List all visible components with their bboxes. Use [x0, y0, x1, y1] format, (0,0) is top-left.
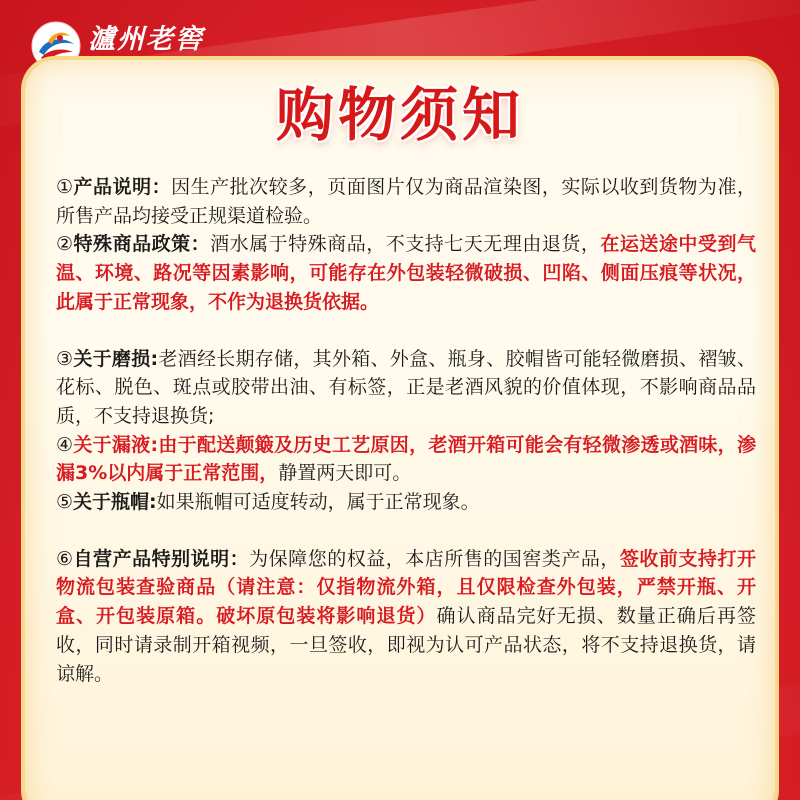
section-text: 为保障您的权益，本店所售的国窖类产品，	[249, 547, 620, 570]
section-text-continued: 确认商品完好无损、数量正确后再签收，同时请录制开箱视频，一旦签收，即视为认可产品状态，将不支持退换货，请谅解。	[56, 605, 756, 685]
section-text: 静置两天即可。	[278, 462, 412, 485]
section-6	[56, 545, 756, 689]
section-5	[56, 488, 756, 517]
section-label: 关于磨损:	[73, 347, 159, 370]
spacer	[56, 317, 756, 345]
section-3	[56, 345, 756, 431]
notice-content	[56, 173, 756, 688]
section-label: 关于漏液:	[73, 433, 159, 456]
section-text: 酒水属于特殊商品，不支持七天无理由退货，	[210, 233, 601, 256]
section-label: 自营产品特别说明：	[73, 547, 250, 570]
section-label: 关于瓶帽:	[73, 491, 157, 514]
section-highlight: 在运送途中受到气温、环境、路况等因素影响，可能存在外包装轻微破损、凹陷、侧面压痕等状况，此属于正常现象，不作为退换货依据。	[56, 233, 756, 313]
section-number: ②	[56, 233, 74, 256]
section-number: ⑤	[56, 491, 74, 514]
section-text: 如果瓶帽可适度转动，属于正常现象。	[156, 491, 480, 514]
section-highlight: 签收前支持打开物流包装查验商品（请注意：仅指物流外箱，且仅限检查外包装，严禁开瓶、开盒、开包装原箱。破坏原包装将影响退货）	[56, 547, 756, 628]
section-4	[56, 431, 756, 488]
page-title: 购物须知	[275, 81, 524, 149]
section-label: 特殊商品政策：	[73, 233, 211, 256]
section-1	[56, 173, 756, 230]
section-number: ①	[56, 176, 74, 198]
section-label: 产品说明：	[73, 176, 172, 198]
section-2	[56, 230, 756, 316]
section-number: ⑥	[56, 547, 74, 570]
section-number: ③	[56, 347, 74, 370]
section-number: ④	[56, 433, 74, 456]
section-text: 因生产批次较多，页面图片仅为商品渲染图，实际以收到货物为准，所售产品均接受正规渠道检验。	[56, 176, 756, 227]
section-text: 老酒经长期存储，其外箱、外盒、瓶身、胶帽皆可能轻微磨损、褶皱、花标、脱色、斑点或胶带出油、有标签，正是老酒风貌的价值体现，不影响商品品质，不支持退换货;	[56, 347, 756, 427]
section-highlight: 由于配送颠簸及历史工艺原因，老酒开箱可能会有轻微渗透或酒味，渗漏3%以内属于正常范围，	[56, 433, 756, 485]
spacer	[56, 517, 756, 545]
logo-chinese-text: 瀘州老窖	[88, 24, 204, 55]
